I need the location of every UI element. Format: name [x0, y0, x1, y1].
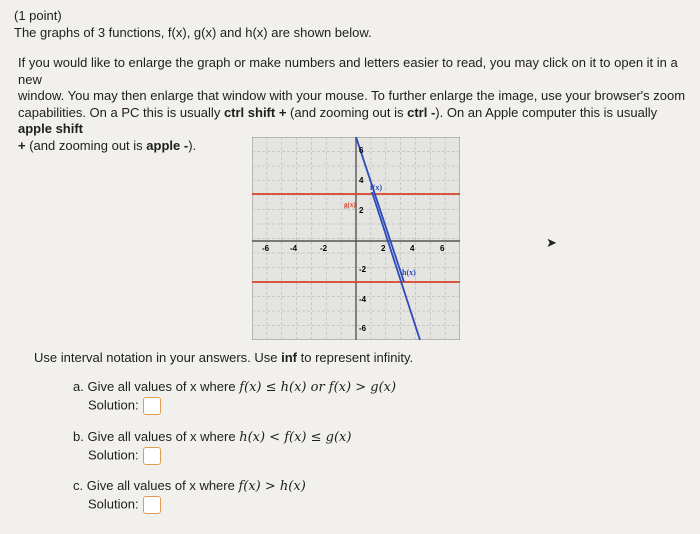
interval-notation-note: Use interval notation in your answers. Use inf to represent infinity.	[34, 350, 414, 365]
x-tick-neg6: -6	[262, 244, 270, 253]
x-tick-2: 2	[381, 244, 386, 253]
graph-svg	[252, 137, 460, 340]
x-tick-4: 4	[410, 244, 415, 253]
question-c: c. Give all values of x where f(x) > h(x)	[73, 478, 306, 494]
y-tick-2: 2	[359, 206, 364, 215]
question-a: a. Give all values of x where f(x) ≤ h(x) or f(x) > g(x)	[73, 379, 397, 395]
problem-intro: The graphs of 3 functions, f(x), g(x) and h(x) are shown below.	[14, 25, 372, 40]
x-tick-neg4: -4	[290, 244, 298, 253]
y-tick-neg6: -6	[359, 324, 367, 333]
mouse-cursor-icon: ➤	[546, 235, 557, 250]
question-b: b. Give all values of x where h(x) < f(x) ≤ g(x)	[73, 429, 352, 445]
x-tick-6: 6	[440, 244, 445, 253]
x-tick-neg2: -2	[320, 244, 328, 253]
y-tick-neg4: -4	[359, 295, 367, 304]
g-label: g(x)	[344, 201, 356, 209]
function-graph[interactable]	[252, 137, 460, 340]
y-tick-4: 4	[359, 176, 364, 185]
solution-b: Solution:	[88, 447, 161, 465]
h-label: h(x)	[402, 268, 416, 277]
y-tick-6: 6	[359, 146, 364, 155]
y-tick-neg2: -2	[359, 265, 367, 274]
instructions-line-1: If you would like to enlarge the graph or make numbers and letters easier to read, you may click on it to open it in a new	[18, 55, 678, 87]
instructions-line-4: + (and zooming out is apple -).	[18, 137, 197, 153]
instructions-line-2: window. You may then enlarge that window with your mouse. To further enlarge the image, use your browser's zoom	[18, 88, 686, 103]
solution-c-input[interactable]	[143, 496, 161, 514]
solution-b-input[interactable]	[143, 447, 161, 465]
instructions-line-3: capabilities. On a PC this is usually ctrl shift + (and zooming out is ctrl -). On an Apple computer this is usually apple shift	[18, 104, 658, 136]
solution-a: Solution:	[88, 397, 161, 415]
f-label: f(x)	[370, 183, 382, 192]
solution-c: Solution:	[88, 496, 161, 514]
solution-a-input[interactable]	[143, 397, 161, 415]
points-label: (1 point)	[14, 8, 62, 23]
